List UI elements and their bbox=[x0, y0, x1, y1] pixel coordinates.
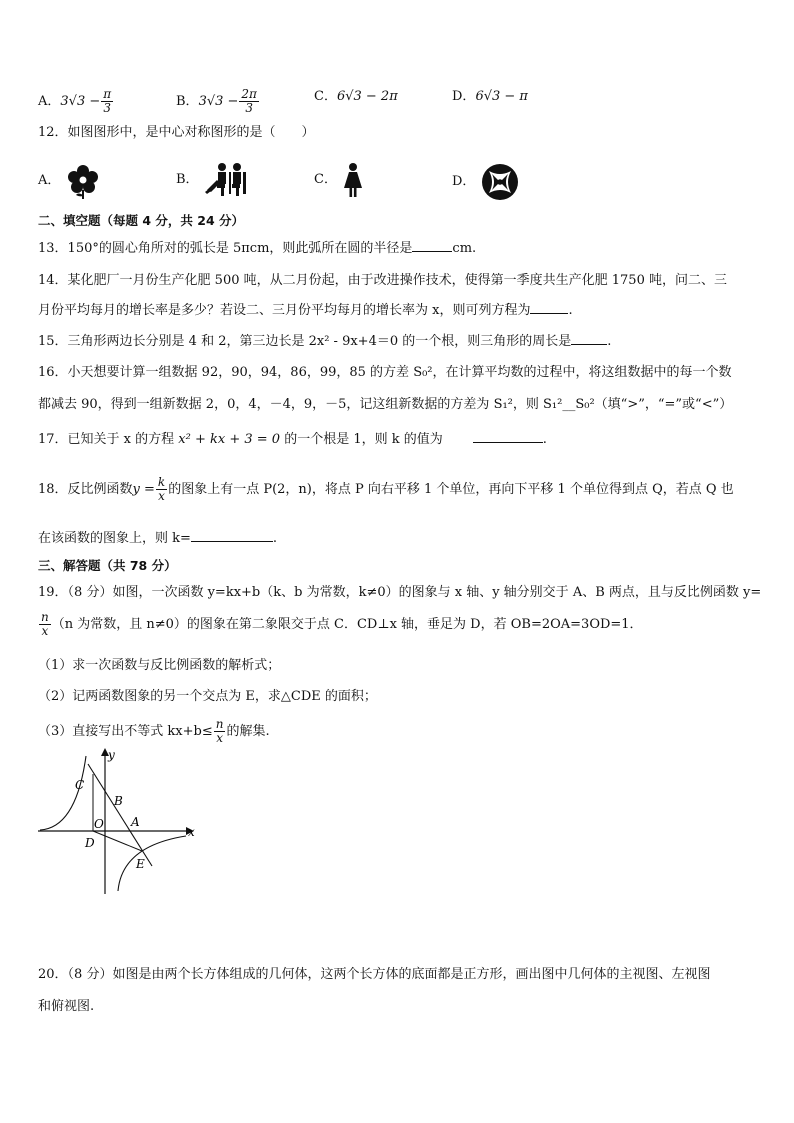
hyperbola-branch-lower bbox=[118, 836, 186, 891]
q11-option-d: D．6√3 − π bbox=[452, 89, 528, 104]
q14-line1: 14．某化肥厂一月份生产化肥 500 吨，从二月份起，由于改进操作技术，使得第一季度共生产化肥 1750 吨，问二、三 bbox=[38, 273, 727, 288]
q18-line1: 18．反比例函数y = $\frac{k}{x}$ 的图象上有一点 P(2，n)，将点 P 向右平移 1 个单位，再向下平移 1 个单位得到点 Q，若点 Q 也 bbox=[38, 475, 734, 503]
q12-option-a: A． bbox=[38, 162, 101, 200]
q13: 13．150°的圆心角所对的弧长是 5πcm，则此弧所在圆的半径是 cm. bbox=[38, 241, 477, 256]
q12-option-d: D． bbox=[452, 162, 520, 202]
label-b: B bbox=[114, 794, 123, 808]
q16-line2: 都减去 90，得到一组新数据 2，0，4，－4，9，－5，记这组新数据的方差为 S₁²，则 S₁²__S₀²（填“>”，“=”或“<”） bbox=[38, 397, 733, 412]
label-e: E bbox=[136, 857, 145, 871]
q14-line2: 月份平均每月的增长率是多少？若设二、三月份平均每月的增长率为 x，则可列方程为 . bbox=[38, 303, 573, 318]
q16-line1: 16．小天想要计算一组数据 92，90，94，86，99，85 的方差 S₀²，在计算平均数的过程中，将这组数据中的每一个数 bbox=[38, 365, 732, 380]
q11-option-c: C．6√3 − 2π bbox=[314, 89, 398, 104]
section-2-heading: 二、填空题（每题 4 分，共 24 分） bbox=[38, 213, 245, 228]
two-seated-people-icon bbox=[203, 162, 249, 198]
q19-sub2: （2）记两函数图象的另一个交点为 E，求△CDE 的面积； bbox=[38, 689, 377, 704]
label-d: D bbox=[85, 836, 95, 850]
circle-x-pattern-icon bbox=[480, 162, 520, 202]
q11-option-b: B．3√3 − $\frac{2\pi}{3}$ bbox=[176, 87, 257, 115]
q19-sub1: （1）求一次函数与反比例函数的解析式； bbox=[38, 658, 281, 673]
q11-option-a: A．3√3 − $\frac{\pi}{3}$ bbox=[38, 87, 112, 115]
flower-icon bbox=[65, 162, 101, 200]
q19-figure bbox=[36, 748, 201, 896]
q17: 17．已知关于 x 的方程 x² + kx + 3 = 0 的一个根是 1，则 k 的值为 . bbox=[38, 432, 547, 447]
q19-line1: 19．（8 分）如图，一次函数 y=kx+b（k、b 为常数，k≠0）的图象与 x 轴、y 轴分别交于 A、B 两点，且与反比例函数 y= bbox=[38, 585, 762, 600]
section-3-heading: 三、解答题（共 78 分） bbox=[38, 558, 177, 573]
q19-line2: $\frac{n}{x}$ （n 为常数，且 n≠0）的图象在第二象限交于点 C．CD⊥x 轴，垂足为 D，若 OB=2OA=3OD=1． bbox=[41, 610, 643, 638]
hyperbola-branch-upper bbox=[40, 756, 86, 830]
label-c: C bbox=[75, 778, 85, 792]
q12-option-c: C． bbox=[314, 162, 365, 198]
linear-function-line bbox=[88, 764, 152, 866]
q19-sub3: （3）直接写出不等式 kx+b≤ $\frac{n}{x}$ 的解集. bbox=[38, 717, 270, 745]
woman-figure-icon bbox=[341, 162, 365, 198]
q12-option-b: B． bbox=[176, 162, 249, 198]
q12-stem: 12．如图图形中，是中心对称图形的是（ ） bbox=[38, 125, 315, 140]
q20-line2: 和俯视图. bbox=[38, 999, 95, 1014]
q15: 15．三角形两边长分别是 4 和 2，第三边长是 2x² - 9x+4＝0 的一个根，则三角形的周长是 . bbox=[38, 334, 612, 349]
label-x: x bbox=[188, 825, 195, 839]
label-y: y bbox=[108, 748, 115, 762]
q20-line1: 20．（8 分）如图是由两个长方体组成的几何体，这两个长方体的底面都是正方形，画出图中几何体的主视图、左视图 bbox=[38, 967, 711, 982]
label-a: A bbox=[131, 815, 140, 829]
label-o: O bbox=[94, 817, 104, 831]
q18-line2: 在该函数的图象上，则 k= . bbox=[38, 531, 278, 546]
segment-de bbox=[93, 831, 142, 851]
